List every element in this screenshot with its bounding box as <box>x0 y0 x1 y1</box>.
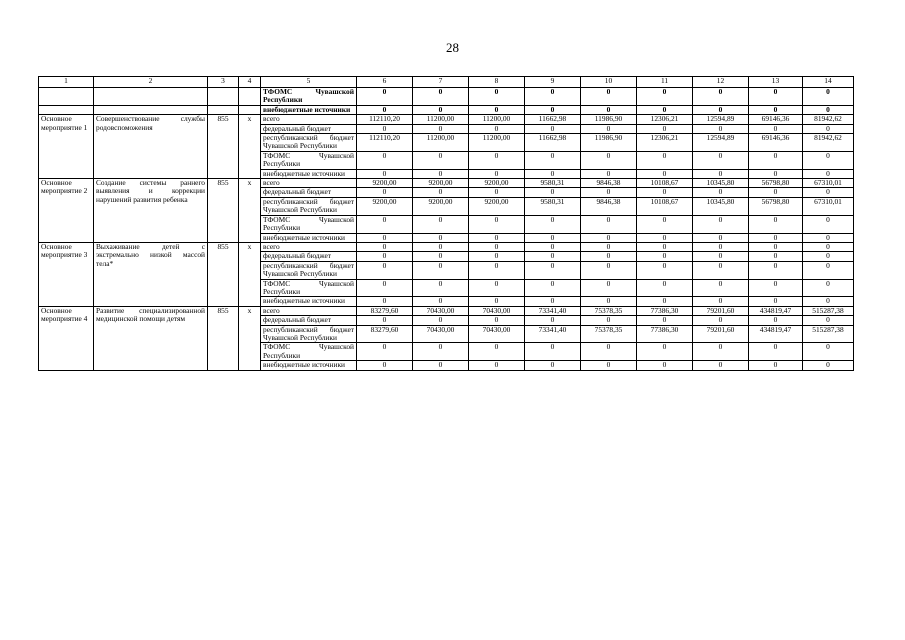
funding-source: всего <box>261 242 357 251</box>
value-cell: 0 <box>469 88 525 106</box>
value-cell: 0 <box>525 297 581 306</box>
table-row <box>39 179 854 188</box>
measure-code: 855 <box>208 242 239 306</box>
value-cell: 0 <box>469 169 525 178</box>
value-cell: 112110,20 <box>357 115 413 124</box>
value-cell: 0 <box>803 88 854 106</box>
value-cell: 0 <box>581 88 637 106</box>
value-cell: 0 <box>357 361 413 370</box>
funding-source: ТФОМС Чувашской Республики <box>261 343 357 361</box>
value-cell: 0 <box>749 188 803 197</box>
empty-cell <box>239 105 261 114</box>
value-cell: 0 <box>581 188 637 197</box>
value-cell: 0 <box>413 297 469 306</box>
funding-source: республиканский бюджет Чувашской Республики <box>261 197 357 215</box>
column-number: 14 <box>803 77 854 88</box>
value-cell: 0 <box>469 261 525 279</box>
value-cell: 0 <box>693 169 749 178</box>
value-cell: 0 <box>693 279 749 297</box>
empty-cell <box>39 88 94 106</box>
value-cell: 0 <box>469 361 525 370</box>
value-cell: 0 <box>637 169 693 178</box>
value-cell: 0 <box>803 279 854 297</box>
measure-name: Основное мероприятие 3 <box>39 242 94 306</box>
value-cell: 0 <box>693 361 749 370</box>
value-cell: 67310,01 <box>803 197 854 215</box>
funding-source: внебюджетные источники <box>261 361 357 370</box>
value-cell: 0 <box>357 124 413 133</box>
value-cell: 0 <box>637 261 693 279</box>
value-cell: 0 <box>469 233 525 242</box>
value-cell: 0 <box>803 261 854 279</box>
column-number: 5 <box>261 77 357 88</box>
value-cell: 0 <box>637 124 693 133</box>
value-cell: 10108,67 <box>637 197 693 215</box>
value-cell: 9846,38 <box>581 197 637 215</box>
value-cell: 0 <box>525 361 581 370</box>
value-cell: 12306,21 <box>637 115 693 124</box>
value-cell: 11662,98 <box>525 134 581 152</box>
value-cell: 0 <box>525 233 581 242</box>
value-cell: 75378,35 <box>581 306 637 315</box>
value-cell: 0 <box>357 242 413 251</box>
value-cell: 11200,00 <box>413 134 469 152</box>
value-cell: 0 <box>749 361 803 370</box>
funding-source: внебюджетные источники <box>261 169 357 178</box>
empty-cell <box>208 105 239 114</box>
value-cell: 0 <box>803 105 854 114</box>
value-cell: 11200,00 <box>469 115 525 124</box>
value-cell: 0 <box>749 297 803 306</box>
column-number: 3 <box>208 77 239 88</box>
value-cell: 0 <box>637 361 693 370</box>
value-cell: 0 <box>637 105 693 114</box>
funding-source: всего <box>261 179 357 188</box>
value-cell: 9200,00 <box>357 179 413 188</box>
measure-code: 855 <box>208 179 239 243</box>
value-cell: 0 <box>693 151 749 169</box>
value-cell: 83279,60 <box>357 306 413 315</box>
value-cell: 0 <box>803 242 854 251</box>
measure-name: Основное мероприятие 1 <box>39 115 94 179</box>
column-number: 8 <box>469 77 525 88</box>
value-cell: 0 <box>525 215 581 233</box>
value-cell: 0 <box>525 261 581 279</box>
funding-source: ТФОМС Чувашской Республики <box>261 88 357 106</box>
value-cell: 0 <box>637 343 693 361</box>
value-cell: 9580,31 <box>525 197 581 215</box>
value-cell: 69146,36 <box>749 115 803 124</box>
funding-source: ТФОМС Чувашской Республики <box>261 215 357 233</box>
value-cell: 0 <box>693 124 749 133</box>
value-cell: 12306,21 <box>637 134 693 152</box>
table-row <box>39 105 854 114</box>
value-cell: 0 <box>357 297 413 306</box>
column-number-row <box>39 77 854 88</box>
value-cell: 0 <box>693 233 749 242</box>
value-cell: 0 <box>749 343 803 361</box>
value-cell: 0 <box>693 88 749 106</box>
value-cell: 0 <box>749 316 803 325</box>
table-row <box>39 242 854 251</box>
value-cell: 0 <box>581 361 637 370</box>
value-cell: 69146,36 <box>749 134 803 152</box>
value-cell: 0 <box>525 88 581 106</box>
funding-source: внебюджетные источники <box>261 233 357 242</box>
value-cell: 0 <box>357 316 413 325</box>
value-cell: 434819,47 <box>749 306 803 315</box>
funding-source: федеральный бюджет <box>261 252 357 261</box>
value-cell: 0 <box>581 242 637 251</box>
funding-source: республиканский бюджет Чувашской Республики <box>261 261 357 279</box>
value-cell: 0 <box>357 105 413 114</box>
column-number: 13 <box>749 77 803 88</box>
value-cell: 0 <box>357 169 413 178</box>
value-cell: 0 <box>581 261 637 279</box>
value-cell: 0 <box>803 233 854 242</box>
value-cell: 0 <box>525 279 581 297</box>
value-cell: 0 <box>637 188 693 197</box>
value-cell: 0 <box>637 316 693 325</box>
funding-source: ТФОМС Чувашской Республики <box>261 151 357 169</box>
measure-name: Основное мероприятие 4 <box>39 306 94 370</box>
value-cell: 0 <box>749 124 803 133</box>
value-cell: 9580,31 <box>525 179 581 188</box>
measure-title: Развитие специализированной медицинской помощи детям <box>94 306 208 370</box>
value-cell: 0 <box>749 252 803 261</box>
value-cell: 56798,80 <box>749 197 803 215</box>
value-cell: 11986,90 <box>581 134 637 152</box>
value-cell: 0 <box>413 261 469 279</box>
value-cell: 0 <box>525 316 581 325</box>
value-cell: 0 <box>803 343 854 361</box>
value-cell: 0 <box>469 252 525 261</box>
value-cell: 10345,80 <box>693 197 749 215</box>
value-cell: 0 <box>525 343 581 361</box>
value-cell: 70430,00 <box>469 306 525 315</box>
value-cell: 0 <box>581 343 637 361</box>
value-cell: 0 <box>803 151 854 169</box>
value-cell: 70430,00 <box>413 306 469 315</box>
value-cell: 9846,38 <box>581 179 637 188</box>
value-cell: 515287,38 <box>803 306 854 315</box>
value-cell: 0 <box>469 151 525 169</box>
value-cell: 0 <box>749 88 803 106</box>
value-cell: 0 <box>357 261 413 279</box>
value-cell: 0 <box>413 215 469 233</box>
value-cell: 0 <box>581 233 637 242</box>
funding-source: федеральный бюджет <box>261 188 357 197</box>
value-cell: 0 <box>357 151 413 169</box>
value-cell: 0 <box>357 279 413 297</box>
value-cell: 0 <box>693 215 749 233</box>
value-cell: 0 <box>581 124 637 133</box>
value-cell: 0 <box>581 316 637 325</box>
value-cell: 77386,30 <box>637 306 693 315</box>
value-cell: 10108,67 <box>637 179 693 188</box>
value-cell: 12594,89 <box>693 115 749 124</box>
measure-title: Выхаживание детей с экстремально низкой массой тела* <box>94 242 208 306</box>
value-cell: 9200,00 <box>469 179 525 188</box>
empty-cell <box>39 105 94 114</box>
empty-cell <box>94 105 208 114</box>
measure-name: Основное мероприятие 2 <box>39 179 94 243</box>
value-cell: 67310,01 <box>803 179 854 188</box>
funding-source: федеральный бюджет <box>261 316 357 325</box>
value-cell: 0 <box>469 316 525 325</box>
value-cell: 0 <box>525 188 581 197</box>
table-body <box>39 77 854 371</box>
value-cell: 0 <box>525 105 581 114</box>
value-cell: 0 <box>469 279 525 297</box>
value-cell: 0 <box>357 252 413 261</box>
value-cell: 515287,38 <box>803 325 854 343</box>
table-row <box>39 88 854 106</box>
value-cell: 0 <box>357 343 413 361</box>
value-cell: 0 <box>413 252 469 261</box>
value-cell: 0 <box>693 188 749 197</box>
funding-source: федеральный бюджет <box>261 124 357 133</box>
column-number: 9 <box>525 77 581 88</box>
value-cell: 0 <box>693 242 749 251</box>
value-cell: 81942,62 <box>803 134 854 152</box>
value-cell: 0 <box>413 124 469 133</box>
value-cell: 0 <box>581 297 637 306</box>
measure-x: х <box>239 115 261 179</box>
value-cell: 0 <box>803 316 854 325</box>
measure-title: Совершенствование службы родовспоможения <box>94 115 208 179</box>
table-row <box>39 306 854 315</box>
value-cell: 0 <box>525 124 581 133</box>
funding-source: ТФОМС Чувашской Республики <box>261 279 357 297</box>
value-cell: 0 <box>581 215 637 233</box>
value-cell: 0 <box>803 252 854 261</box>
measure-x: х <box>239 242 261 306</box>
value-cell: 0 <box>749 105 803 114</box>
value-cell: 0 <box>413 361 469 370</box>
value-cell: 0 <box>413 88 469 106</box>
value-cell: 0 <box>413 169 469 178</box>
value-cell: 0 <box>637 151 693 169</box>
value-cell: 0 <box>357 233 413 242</box>
value-cell: 11200,00 <box>413 115 469 124</box>
value-cell: 0 <box>357 188 413 197</box>
empty-cell <box>239 88 261 106</box>
measure-code: 855 <box>208 115 239 179</box>
table-row <box>39 115 854 124</box>
value-cell: 0 <box>749 215 803 233</box>
value-cell: 83279,60 <box>357 325 413 343</box>
column-number: 7 <box>413 77 469 88</box>
value-cell: 0 <box>525 151 581 169</box>
value-cell: 0 <box>693 105 749 114</box>
value-cell: 112110,20 <box>357 134 413 152</box>
value-cell: 0 <box>469 242 525 251</box>
value-cell: 0 <box>413 343 469 361</box>
value-cell: 0 <box>803 169 854 178</box>
column-number: 2 <box>94 77 208 88</box>
value-cell: 0 <box>803 297 854 306</box>
value-cell: 70430,00 <box>413 325 469 343</box>
value-cell: 0 <box>749 169 803 178</box>
column-number: 11 <box>637 77 693 88</box>
column-number: 6 <box>357 77 413 88</box>
value-cell: 0 <box>749 279 803 297</box>
value-cell: 0 <box>637 242 693 251</box>
value-cell: 9200,00 <box>413 179 469 188</box>
value-cell: 11986,90 <box>581 115 637 124</box>
value-cell: 9200,00 <box>413 197 469 215</box>
budget-table <box>38 76 854 371</box>
value-cell: 0 <box>581 105 637 114</box>
value-cell: 0 <box>693 297 749 306</box>
column-number: 4 <box>239 77 261 88</box>
value-cell: 0 <box>469 124 525 133</box>
value-cell: 75378,35 <box>581 325 637 343</box>
empty-cell <box>94 88 208 106</box>
measure-title: Создание системы раннего выявления и коррекции нарушений развития ребенка <box>94 179 208 243</box>
value-cell: 0 <box>413 105 469 114</box>
value-cell: 0 <box>749 261 803 279</box>
measure-code: 855 <box>208 306 239 370</box>
value-cell: 0 <box>637 88 693 106</box>
value-cell: 0 <box>413 233 469 242</box>
value-cell: 0 <box>413 188 469 197</box>
value-cell: 0 <box>803 124 854 133</box>
value-cell: 0 <box>803 215 854 233</box>
funding-source: республиканский бюджет Чувашской Республики <box>261 134 357 152</box>
measure-x: х <box>239 179 261 243</box>
value-cell: 0 <box>637 297 693 306</box>
value-cell: 0 <box>525 169 581 178</box>
value-cell: 0 <box>469 297 525 306</box>
value-cell: 9200,00 <box>357 197 413 215</box>
value-cell: 0 <box>413 279 469 297</box>
value-cell: 0 <box>581 151 637 169</box>
page-number: 28 <box>446 40 459 55</box>
value-cell: 0 <box>637 279 693 297</box>
value-cell: 0 <box>749 242 803 251</box>
value-cell: 0 <box>413 151 469 169</box>
value-cell: 0 <box>581 169 637 178</box>
empty-cell <box>208 88 239 106</box>
measure-x: х <box>239 306 261 370</box>
value-cell: 11200,00 <box>469 134 525 152</box>
value-cell: 77386,30 <box>637 325 693 343</box>
value-cell: 81942,62 <box>803 115 854 124</box>
value-cell: 0 <box>525 252 581 261</box>
value-cell: 0 <box>525 242 581 251</box>
value-cell: 79201,60 <box>693 325 749 343</box>
value-cell: 56798,80 <box>749 179 803 188</box>
funding-source: внебюджетные источники <box>261 105 357 114</box>
value-cell: 0 <box>637 252 693 261</box>
value-cell: 0 <box>693 261 749 279</box>
funding-source: республиканский бюджет Чувашской Республики <box>261 325 357 343</box>
column-number: 1 <box>39 77 94 88</box>
value-cell: 0 <box>413 316 469 325</box>
value-cell: 0 <box>581 279 637 297</box>
value-cell: 11662,98 <box>525 115 581 124</box>
funding-source: внебюджетные источники <box>261 297 357 306</box>
value-cell: 0 <box>469 105 525 114</box>
value-cell: 0 <box>803 361 854 370</box>
value-cell: 79201,60 <box>693 306 749 315</box>
value-cell: 434819,47 <box>749 325 803 343</box>
value-cell: 0 <box>693 252 749 261</box>
value-cell: 9200,00 <box>469 197 525 215</box>
value-cell: 0 <box>469 215 525 233</box>
value-cell: 0 <box>469 188 525 197</box>
value-cell: 0 <box>413 242 469 251</box>
value-cell: 0 <box>581 252 637 261</box>
value-cell: 0 <box>803 188 854 197</box>
value-cell: 12594,89 <box>693 134 749 152</box>
value-cell: 0 <box>357 215 413 233</box>
value-cell: 0 <box>693 343 749 361</box>
value-cell: 0 <box>469 343 525 361</box>
value-cell: 0 <box>637 233 693 242</box>
column-number: 12 <box>693 77 749 88</box>
value-cell: 0 <box>357 88 413 106</box>
value-cell: 73341,40 <box>525 306 581 315</box>
funding-source: всего <box>261 115 357 124</box>
column-number: 10 <box>581 77 637 88</box>
value-cell: 10345,80 <box>693 179 749 188</box>
funding-source: всего <box>261 306 357 315</box>
value-cell: 0 <box>693 316 749 325</box>
value-cell: 0 <box>637 215 693 233</box>
value-cell: 73341,40 <box>525 325 581 343</box>
value-cell: 70430,00 <box>469 325 525 343</box>
value-cell: 0 <box>749 233 803 242</box>
value-cell: 0 <box>749 151 803 169</box>
